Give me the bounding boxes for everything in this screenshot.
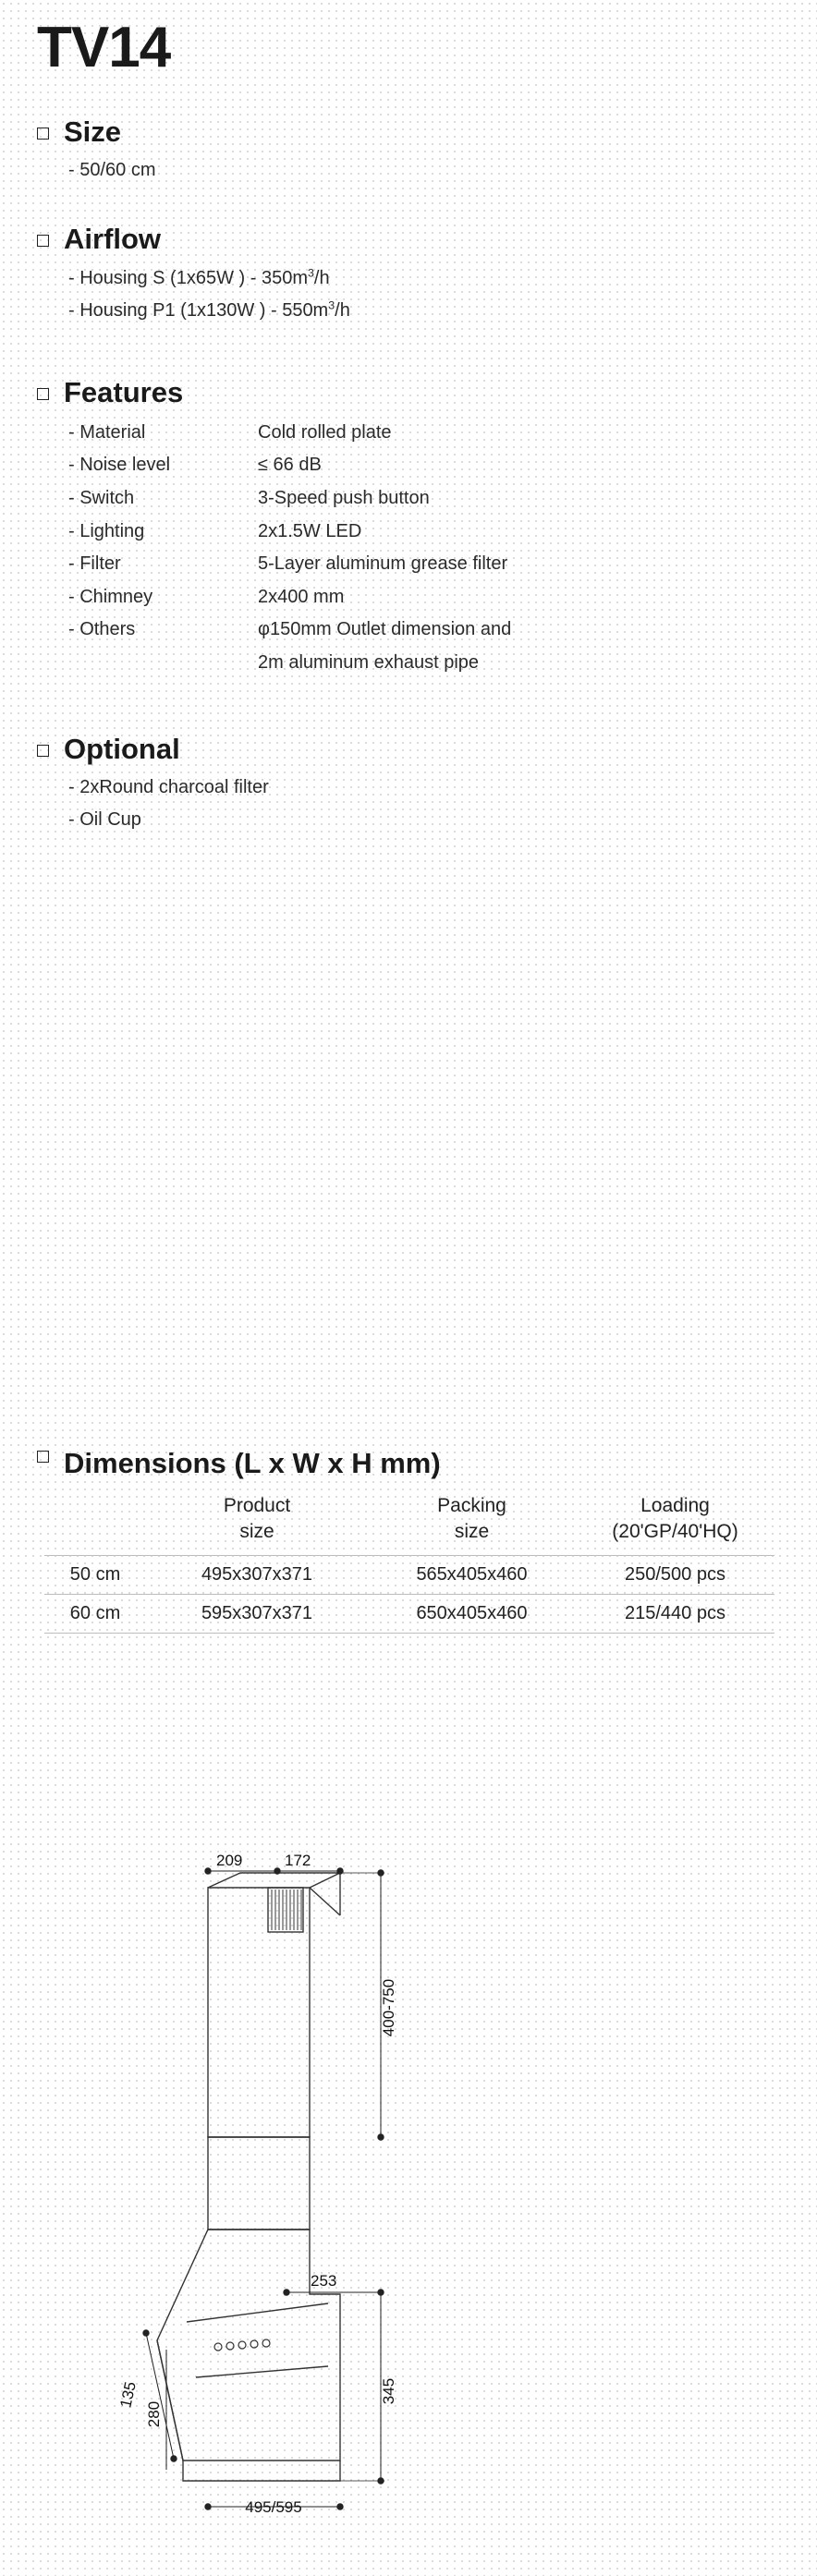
column-header-product-size (146, 1491, 368, 1555)
feature-label: - Others (68, 619, 136, 640)
feature-row (68, 417, 780, 450)
datasheet-page (0, 17, 817, 2576)
chimney-top-plate (208, 1873, 340, 1888)
button-icon (238, 2341, 246, 2349)
column-header-packing-size (368, 1491, 576, 1555)
column-header-line1: Packing (437, 1495, 506, 1516)
airflow-text-post: /h (313, 267, 330, 288)
feature-row (68, 516, 780, 549)
cell-product-size: 495x307x371 (146, 1555, 368, 1594)
airflow-text-post: /h (335, 299, 350, 321)
section-optional-header (37, 732, 780, 766)
feature-row (68, 482, 780, 516)
dimensions-table (44, 1491, 774, 1634)
checkbox-square-icon (37, 388, 49, 400)
checkbox-square-icon (37, 235, 49, 247)
airflow-text-pre: - Housing P1 (1x130W ) - 550m (68, 299, 329, 321)
hood-body-outline (157, 2230, 340, 2461)
feature-value (258, 614, 780, 679)
feature-value-line2: 2m aluminum exhaust pipe (258, 651, 480, 673)
button-icon (250, 2340, 258, 2348)
label-body-height: 345 (380, 2377, 397, 2405)
cell-loading: 215/440 pcs (576, 1594, 774, 1633)
section-airflow (37, 222, 780, 326)
feature-value-line1: φ150mm Outlet dimension and (258, 619, 512, 640)
feature-row (68, 581, 780, 614)
column-header-line1: Product (223, 1495, 291, 1516)
section-size-title: Size (64, 115, 122, 149)
section-size-header (37, 115, 780, 149)
section-dimensions-header (37, 1447, 780, 1480)
feature-row (68, 449, 780, 482)
list-item: - 50/60 cm (68, 160, 156, 181)
feature-value: ≤ 66 dB (258, 455, 322, 476)
section-dimensions (37, 1447, 780, 1634)
list-item (68, 262, 780, 295)
chimney-side-edge (310, 1888, 340, 1915)
list-item: - 2xRound charcoal filter (68, 776, 269, 797)
column-header-line2: (20'GP/40'HQ) (612, 1521, 738, 1543)
feature-value: 3-Speed push button (258, 487, 430, 508)
section-features-title: Features (64, 375, 184, 408)
control-buttons (214, 2339, 270, 2351)
table-header-row (44, 1491, 774, 1555)
section-optional-title: Optional (64, 732, 180, 765)
feature-row (68, 614, 780, 679)
section-optional (37, 732, 780, 836)
chimney-lower-outline (208, 2137, 310, 2230)
column-header-line2: size (239, 1521, 274, 1543)
label-depth: 253 (311, 2272, 337, 2290)
feature-value: 2x400 mm (258, 586, 345, 607)
page-title: TV14 (37, 16, 171, 79)
cell-model: 60 cm (44, 1594, 146, 1633)
column-header-line2: size (454, 1521, 490, 1543)
cell-loading: 250/500 pcs (576, 1555, 774, 1594)
checkbox-square-icon (37, 1451, 49, 1463)
hood-base (183, 2461, 340, 2481)
checkbox-square-icon (37, 128, 49, 140)
label-top-left: 209 (216, 1852, 243, 1869)
hood-dimension-diagram (116, 1852, 786, 2534)
cell-product-size: 595x307x371 (146, 1594, 368, 1633)
hood-panel-bottom-line (196, 2366, 328, 2377)
airflow-exponent: 3 (307, 265, 314, 279)
label-front-height: 280 (145, 2400, 163, 2428)
technical-drawing (116, 1852, 786, 2534)
checkbox-square-icon (37, 745, 49, 757)
feature-label: - Chimney (68, 586, 153, 607)
column-header-blank (44, 1491, 146, 1555)
table-row (44, 1555, 774, 1594)
label-top-right: 172 (285, 1852, 311, 1869)
section-airflow-header (37, 222, 780, 256)
section-airflow-title: Airflow (64, 223, 162, 256)
section-optional-list (68, 772, 780, 836)
feature-row (68, 548, 780, 581)
cell-model: 50 cm (44, 1555, 146, 1594)
list-item (68, 295, 780, 327)
feature-label: - Material (68, 421, 146, 443)
section-size (37, 115, 780, 187)
cell-packing-size: 565x405x460 (368, 1555, 576, 1594)
label-width: 495/595 (245, 2498, 302, 2516)
cell-packing-size: 650x405x460 (368, 1594, 576, 1633)
label-face: 135 (116, 2380, 140, 2410)
feature-label: - Switch (68, 487, 135, 508)
features-table (68, 417, 780, 680)
list-item: - Oil Cup (68, 808, 141, 830)
section-features (37, 375, 780, 680)
button-icon (262, 2339, 270, 2347)
feature-label: - Lighting (68, 520, 145, 541)
feature-label: - Filter (68, 553, 121, 575)
label-chimney-height: 400-750 (380, 1978, 397, 2037)
section-size-list (68, 154, 780, 187)
feature-label: - Noise level (68, 455, 171, 476)
hood-panel-top-line (187, 2303, 328, 2322)
table-row (44, 1594, 774, 1633)
column-header-loading (576, 1491, 774, 1555)
airflow-exponent: 3 (328, 298, 335, 311)
button-icon (214, 2343, 222, 2351)
airflow-text-pre: - Housing S (1x65W ) - 350m (68, 267, 308, 288)
button-icon (226, 2342, 234, 2350)
column-header-line1: Loading (640, 1495, 710, 1516)
feature-value: Cold rolled plate (258, 421, 392, 443)
section-dimensions-title: Dimensions (L x W x H mm) (64, 1447, 441, 1479)
section-airflow-list (68, 262, 780, 327)
feature-value: 5-Layer aluminum grease filter (258, 553, 508, 575)
feature-value: 2x1.5W LED (258, 520, 362, 541)
section-features-header (37, 375, 780, 409)
